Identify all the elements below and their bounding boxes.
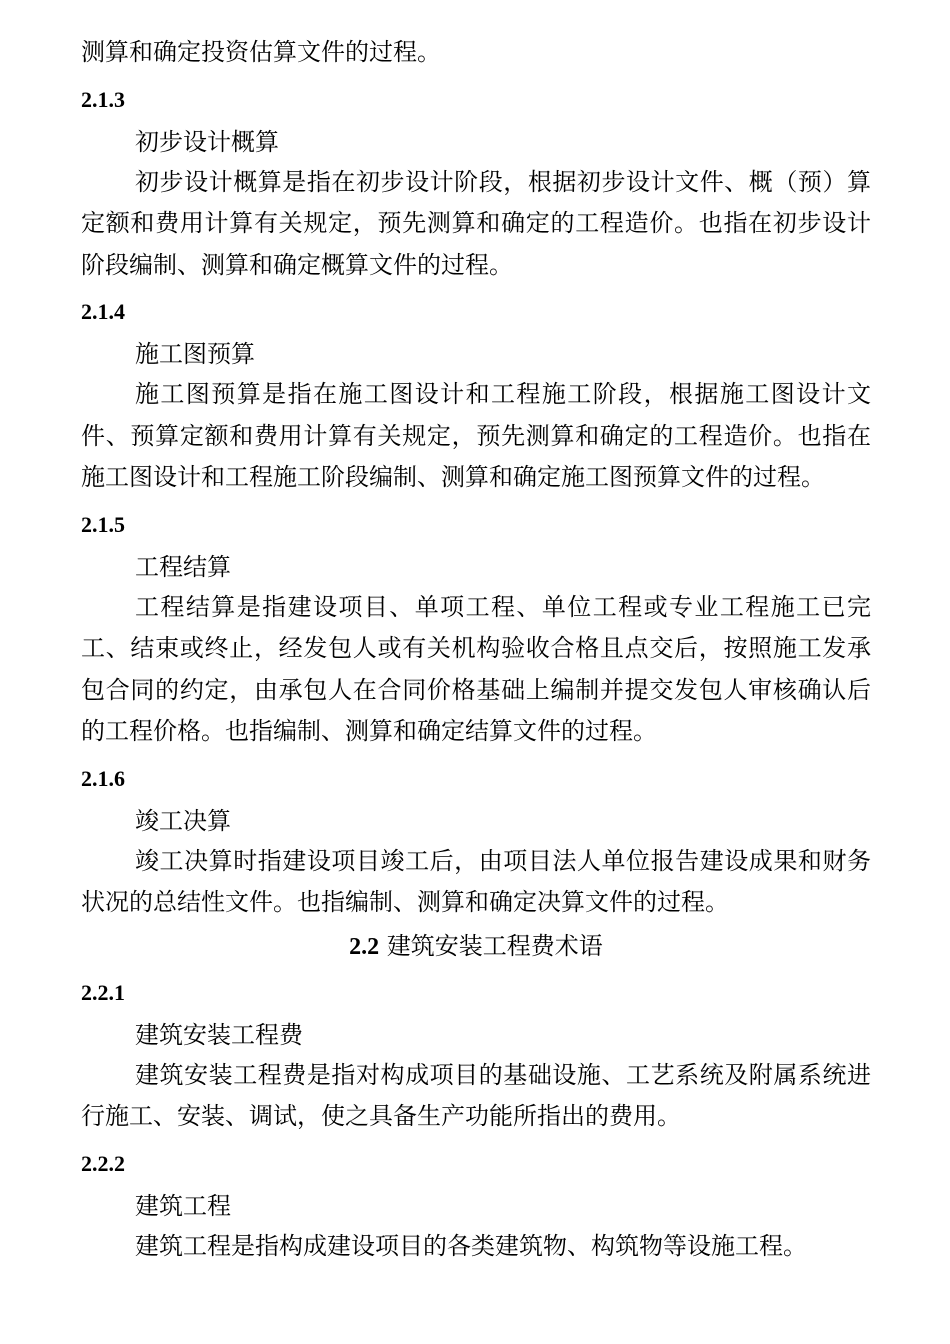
section-title: 建筑安装工程费术语 [386,931,603,960]
term-title: 施工图预算 [135,340,255,368]
term-title: 竣工决算 [135,806,231,835]
term-title: 建筑工程 [135,1191,231,1220]
clause-number: 2.2.1 [81,979,125,1005]
term-title: 建筑安装工程费 [135,1020,303,1049]
term-definition: 建筑安装工程费是指对构成项目的基础设施、工艺系统及附属系统进行施工、安装、调试，使之具备生产功能所指出的费用。 [81,1060,871,1130]
clause-number: 2.1.4 [81,299,125,324]
clause-number: 2.2.2 [81,1150,125,1176]
clause-number: 2.1.3 [81,86,125,112]
section-heading [81,926,871,967]
clause-number: 2.1.5 [81,511,125,537]
term-definition: 建筑工程是指构成建设项目的各类建筑物、构筑物等设施工程。 [135,1231,807,1260]
term-definition: 竣工决算时指建设项目竣工后，由项目法人单位报告建设成果和财务状况的总结性文件。也指编制、测算和确定决算文件的过程。 [81,846,871,916]
clause-number: 2.1.6 [81,765,125,791]
term-title: 工程结算 [135,552,231,581]
intro-text: 测算和确定投资估算文件的过程。 [81,38,441,66]
term-definition: 工程结算是指建设项目、单项工程、单位工程或专业工程施工已完工、结束或终止，经发包人或有关机构验收合格且点交后，按照施工发承包合同的约定，由承包人在合同价格基础上编制并提交发包人审核确认后的工程价格。也指编制、测算和确定结算文件的过程。 [81,592,871,745]
term-title: 初步设计概算 [135,127,279,156]
term-definition: 初步设计概算是指在初步设计阶段，根据初步设计文件、概（预）算定额和费用计算有关规定，预先测算和确定的工程造价。也指在初步设计阶段编制、测算和确定概算文件的过程。 [81,167,871,279]
section-number: 2.2 [349,933,380,960]
term-definition: 施工图预算是指在施工图设计和工程施工阶段，根据施工图设计文件、预算定额和费用计算有关规定，预先测算和确定的工程造价。也指在施工图设计和工程施工阶段编制、测算和确定施工图预算文件的过程。 [81,380,871,491]
document-page [81,32,871,1267]
